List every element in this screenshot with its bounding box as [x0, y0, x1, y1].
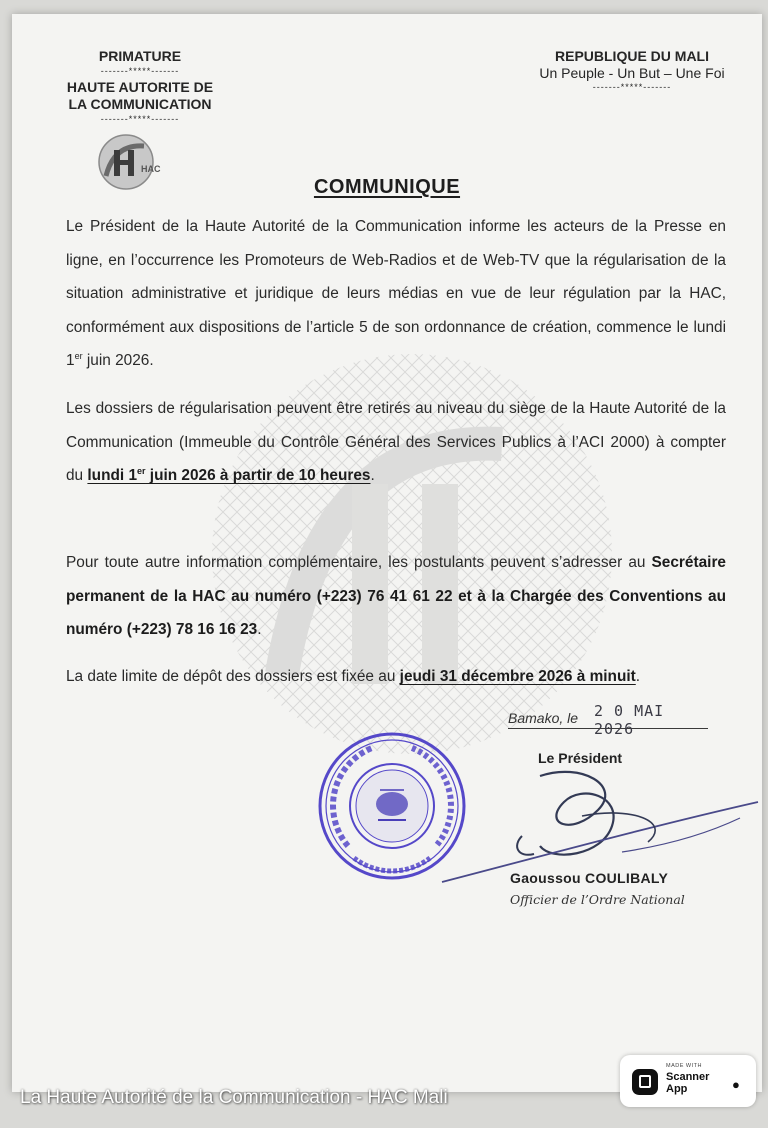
scanner-app-icon: [632, 1069, 658, 1095]
header-separator: -------*****-------: [100, 114, 180, 124]
header-primature: PRIMATURE: [98, 48, 182, 64]
paragraph-3: Pour toute autre information complémentaire, les postulants peuvent s’adresser au Secrétaire permanent de la HAC au numéro (+223) 76 41 61 22 et à la Chargée des Conventions au numéro (+223) 78 16 16 23.: [66, 554, 726, 638]
header-separator: -------*****-------: [592, 82, 672, 92]
place-label: Bamako, le: [508, 710, 579, 726]
header-separator: -------*****-------: [100, 66, 180, 76]
header-republic: REPUBLIQUE DU MALI: [555, 48, 709, 64]
date-stamp: 2 0 MAI 2026: [594, 702, 665, 738]
signer-name: Gaoussou COULIBALY: [510, 870, 669, 886]
paragraph-4: La date limite de dépôt des dossiers est fixée au jeudi 31 décembre 2026 à minuit.: [66, 668, 641, 685]
paragraph-2: Les dossiers de régularisation peuvent être retirés au niveau du siège de la Haute Autorité de la Communication (Immeuble du Contrôle Général des Services Publics à l’ACI 2000) à compter du lundi 1er juin 2026 à partir de 10 heures.: [66, 400, 726, 484]
header-hac-line1: HAUTE AUTORITE DE: [66, 79, 214, 95]
paragraph-1: Le Président de la Haute Autorité de la Communication informe les acteurs de la Presse en ligne, en l’occurrence les Promoteurs de Web-Radios et de Web-TV que la régularisation de la situation administrative et juridique de leurs médias en vue de leur régulation par la HAC, conformément aux dispositions de l’article 5 de son ordonnance de création, commence le lundi 1er juin 2026.: [66, 218, 726, 369]
badge-made-with: MADE WITH: [666, 1063, 702, 1069]
header-right: [512, 48, 752, 92]
president-title: Le Président: [538, 750, 623, 766]
header-motto: Un Peuple - Un But – Une Foi: [539, 65, 725, 81]
header-hac-line2: LA COMMUNICATION: [68, 96, 212, 112]
date-line: [508, 702, 708, 738]
apple-icon: ●: [732, 1077, 740, 1092]
badge-app-name: Scanner App: [666, 1071, 710, 1095]
signer-rank: Officier de l’Ordre National: [510, 892, 685, 907]
header-left: [40, 48, 240, 127]
document-page: [12, 14, 762, 1092]
footer-caption: La Haute Autorité de la Communication - HAC Mali: [20, 1087, 448, 1108]
scanner-app-badge: [620, 1055, 756, 1107]
hac-logo-text: HAC: [141, 164, 161, 174]
document-title: COMMUNIQUE: [313, 176, 461, 198]
